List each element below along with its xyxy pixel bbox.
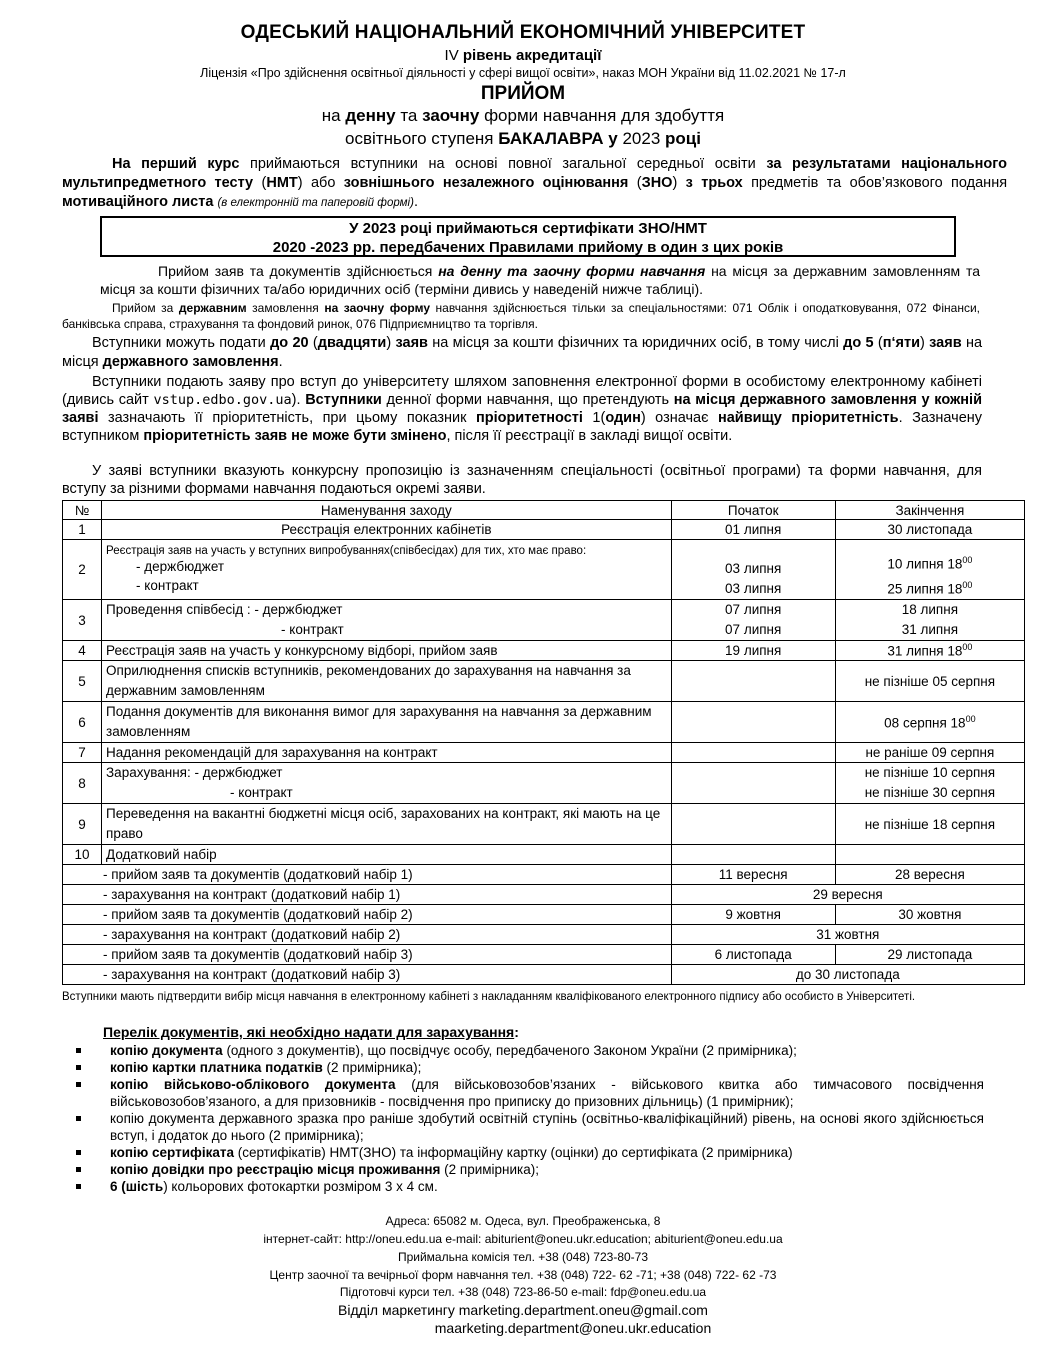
table-row-extra: - прийом заяв та документів (додатковий набір 3) 6 листопада 29 листопада — [63, 945, 1025, 965]
bullet-icon — [76, 1065, 81, 1070]
list-item: копію документа (одного з документів), що посвідчує особу, передбаченого Законом України (2 примірника); — [76, 1042, 984, 1059]
bullet-icon — [76, 1184, 81, 1189]
university-title: ОДЕСЬКИЙ НАЦІОНАЛЬНИЙ ЕКОНОМІЧНИЙ УНІВЕРСИТЕТ — [240, 22, 806, 43]
bullet-icon — [76, 1082, 81, 1087]
admission-heading: ПРИЙОМ — [480, 83, 566, 104]
footer-commission: Приймальна комісія тел. +38 (048) 723-80-73 — [397, 1250, 649, 1264]
table-row: 2 Реєстрація заяв на участь у вступних випробуваннях(співбесідах) для тих, хто має право: - держбюджет - контракт 03 липня 03 липня 10 липня $18^{00}$ 25 липня $18^{00}$ — [63, 540, 1025, 600]
table-row: 6 Подання документів для виконання вимог для зарахування на навчання за державним замовленням 08 серпня $18^{00}$ — [63, 702, 1025, 743]
confirmation-note: Вступники мають підтвердити вибір місця навчання в електронному кабінеті з накладанням кваліфікованого електронного підпису або особисто в Університеті. — [62, 991, 916, 1003]
list-item: копію картки платника податків (2 примірника); — [76, 1059, 984, 1076]
footer-extramural: Центр заочної та вечірньої форм навчання тел. +38 (048) 722- 62 -71; +38 (048) 722- 62 -73 — [269, 1268, 777, 1282]
table-row: 5 Оприлюднення списків вступників, рекомендованих до зарахування на навчання за державним замовленням не пізніше 05 серпня — [63, 661, 1025, 702]
table-row: 4 Реєстрація заяв на участь у конкурсному відборі, прийом заяв 19 липня 31 липня $18^{00}$ — [63, 641, 1025, 661]
table-row: 8 Зарахування: - держбюджет - контракт не пізніше 10 серпня не пізніше 30 серпня — [63, 763, 1025, 804]
table-row-extra: - зарахування на контракт (додатковий набір 2) 31 жовтня — [63, 925, 1025, 945]
list-item: копію сертифіката (сертифікатів) НМТ(ЗНО) та інформаційну картку (оцінки) до сертифіката (2 примірника) — [76, 1144, 984, 1161]
table-row: 7 Надання рекомендацій для зарахування на контракт не раніше 09 серпня — [63, 743, 1025, 763]
table-row-extra: - зарахування на контракт (додатковий набір 1) 29 вересня — [63, 885, 1025, 905]
license-line: Ліцензія «Про здійснення освітньої діяльності у сфері вищої освіти», наказ МОН України від 11.02.2021 № 17-л — [200, 66, 846, 80]
applications-limit-paragraph: Вступники можуть подати до 20 (двадцяти) заяв на місця за кошти фізичних та юридичних осіб, в тому числі до 5 (п‘яти) заяв на місця державного замовлення. — [62, 335, 983, 370]
documents-heading: Перелік документів, які необхідно надати для зарахування: — [103, 1024, 519, 1040]
site-link[interactable]: vstup.edbo.gov.ua — [153, 392, 292, 408]
degree-line: освітнього ступеня БАКАЛАВРА у 2023 році — [345, 129, 701, 148]
state-order-paragraph: Прийом за державним замовлення на заочну форму навчання здійснюється тільки за спеціальностями: 071 Облік і оподатковування, 072 Фінанси, банківська справа, страхування та фондовий ринок, 076 Підприємництво та торгівля. — [62, 301, 980, 331]
documents-list — [76, 1042, 984, 1195]
table-header-row: № Наменування заходу Початок Закінчення — [63, 501, 1025, 520]
table-row: 1 Реєстрація електронних кабінетів 01 липня 30 листопада — [63, 520, 1025, 540]
intro-paragraph: На перший курс приймаються вступники на основі повної загальної середньої освіти за результатами національного мультипредметного тесту (НМТ) або зовнішнього незалежного оцінювання (ЗНО) з трьох предметів та обов’язкового подання мотиваційного листа (в електронній та паперовій формі). — [62, 156, 1008, 210]
accreditation-line: IV рівень акредитації — [444, 47, 602, 64]
bullet-icon — [76, 1116, 81, 1121]
schedule-table — [62, 500, 1025, 985]
table-row-extra: - зарахування на контракт (додатковий набір 3) до 30 листопада — [63, 965, 1025, 985]
list-item: 6 (шість) кольорових фотокартки розміром 3 х 4 см. — [76, 1178, 984, 1195]
footer-marketing[interactable]: Відділ маркетингу marketing.department.oneu@gmail.com — [338, 1302, 708, 1318]
footer-web[interactable]: інтернет-сайт: http://oneu.edu.ua e-mail: abiturient@oneu.ukr.education; abiturient@oneu.edu.ua — [263, 1232, 783, 1246]
table-row: 3 Проведення співбесід : - держбюджет - контракт 07 липня 07 липня 18 липня 31 липня — [63, 600, 1025, 641]
certificates-notice-box: У 2023 році приймаються сертифікати ЗНО/НМТ 2020 -2023 рр. передбачених Правилами прийому в один з цих років — [100, 216, 956, 257]
footer-address: Адреса: 65082 м. Одеса, вул. Преображенська, 8 — [385, 1214, 661, 1228]
electronic-form-paragraph: Вступники подають заяву про вступ до університету шляхом заповнення електронної форми в особистому електронному кабінеті (дивись сайт vstup.edbo.gov.ua). Вступники денної форми навчання, що претендують на місця державного замовлення у кожній заяві зазначають її пріоритетність, при цьому показник пріоритетності 1(один) означає найвищу пріоритетність. Зазначену вступником пріоритетність заяв не може бути змінено, після її реєстрації в закладі вищої освіти. — [62, 374, 983, 444]
acceptance-paragraph: Прийом заяв та документів здійснюється на денну та заочну форми навчання на місця за державним замовленням та місця за кошти фізичних та/або юридичних осіб (терміни дивись у наведеній нижче таблиці). — [100, 263, 980, 297]
list-item: копію військово-облікового документа (для військовозобов’язаних - військового квитка або тимчасового посвідчення військовозобов’язаного, а для призовників - посвідчення про приписку до призовних дільниць) (1 примірник); — [76, 1076, 984, 1110]
competitive-offer-paragraph: У заяві вступники вказують конкурсну пропозицію із зазначенням спеціальності (освітньої програми) та форми навчання, для вступу за різними формами навчання подаються окремі заяви. — [62, 463, 982, 497]
bullet-icon — [76, 1048, 81, 1053]
list-item: копію документа державного зразка про раніше здобутий освітній ступінь (освітньо-кваліфікаційний) рівень, на основі якого здійснюється вступ, і додаток до нього (2 примірника); — [76, 1110, 984, 1144]
table-row: 9 Переведення на вакантні бюджетні місця осіб, зарахованих на контракт, які мають на це право не пізніше 18 серпня — [63, 804, 1025, 845]
footer-marketing-email[interactable]: maarketing.department@oneu.ukr.education — [434, 1320, 712, 1336]
forms-line: на денну та заочну форми навчання для здобуття — [321, 106, 725, 125]
table-row: 10 Додатковий набір — [63, 845, 1025, 865]
bullet-icon — [76, 1167, 81, 1172]
table-row-extra: - прийом заяв та документів (додатковий набір 2) 9 жовтня 30 жовтня — [63, 905, 1025, 925]
bullet-icon — [76, 1150, 81, 1155]
table-row-extra: - прийом заяв та документів (додатковий набір 1) 11 вересня 28 вересня — [63, 865, 1025, 885]
footer-prep: Підготовчі курси тел. +38 (048) 723-86-50 e-mail: fdp@oneu.edu.ua — [339, 1285, 707, 1299]
list-item: копію довідки про реєстрацію місця проживання (2 примірника); — [76, 1161, 984, 1178]
